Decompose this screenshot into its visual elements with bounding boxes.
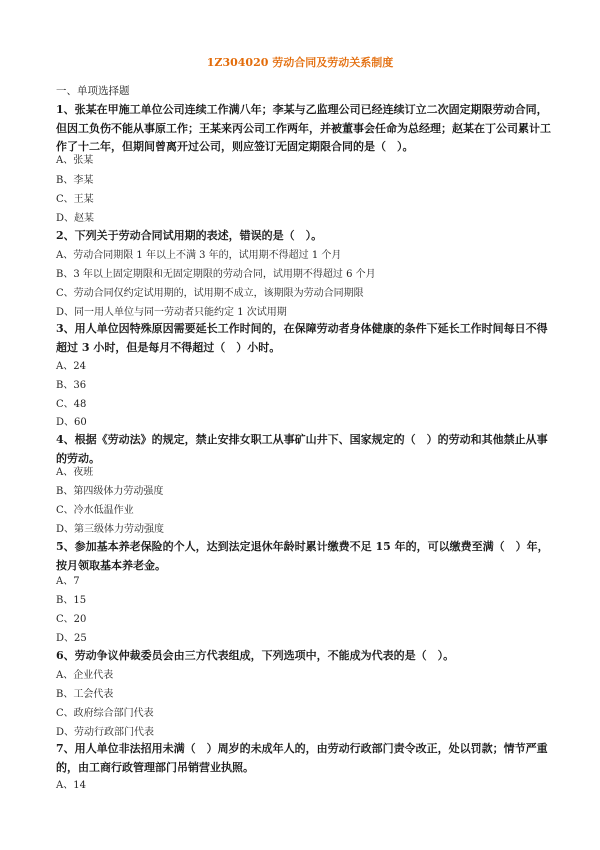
q3-option-c: C、48 <box>56 399 87 410</box>
q2-option-a: A、劳动合同期限 1 年以上不满 3 年的，试用期不得超过 1 个月 <box>56 250 342 261</box>
q4-option-c: C、冷水低温作业 <box>56 505 134 516</box>
q6-option-c: C、政府综合部门代表 <box>56 708 154 719</box>
question-5: 5、参加基本养老保险的个人，达到法定退休年龄时累计缴费不足 15 年的，可以缴费至满（ ）年，按月领取基本养老金。 <box>56 540 549 572</box>
section-heading: 一、单项选择题 <box>56 85 130 97</box>
q4-option-a: A、夜班 <box>56 467 94 478</box>
q3-option-d: D、60 <box>56 417 87 428</box>
q1-option-a: A、张某 <box>56 155 94 166</box>
q7-option-a: A、14 <box>56 780 86 791</box>
question-3: 3、用人单位因特殊原因需要延长工作时间的，在保障劳动者身体健康的条件下延长工作时间每日不得超过 3 小时，但是每月不得超过（ ）小时。 <box>56 322 548 354</box>
question-7: 7、用人单位非法招用未满（ ）周岁的未成年人的，由劳动行政部门责令改正，处以罚款；情节严重的，由工商行政管理部门吊销营业执照。 <box>56 742 548 774</box>
question-2: 2、下列关于劳动合同试用期的表述，错误的是（ ）。 <box>56 229 323 242</box>
q1-option-d: D、赵某 <box>56 213 95 224</box>
q2-option-d: D、同一用人单位与同一劳动者只能约定 1 次试用期 <box>56 307 287 318</box>
q3-option-b: B、36 <box>56 380 87 391</box>
q6-option-d: D、劳动行政部门代表 <box>56 727 155 738</box>
q2-option-b: B、3 年以上固定期限和无固定期限的劳动合同，试用期不得超过 6 个月 <box>56 269 376 280</box>
q5-option-a: A、7 <box>56 576 80 587</box>
document-title: 1Z304020 劳动合同及劳动关系制度 <box>206 56 394 69</box>
q2-option-c: C、劳动合同仅约定试用期的，试用期不成立，该期限为劳动合同期限 <box>56 288 364 299</box>
q5-option-c: C、20 <box>56 614 87 625</box>
q3-option-a: A、24 <box>56 361 86 372</box>
question-4: 4、根据《劳动法》的规定，禁止安排女职工从事矿山井下、国家规定的（ ）的劳动和其他禁止从事的劳动。 <box>56 433 548 465</box>
q1-option-c: C、王某 <box>56 194 94 205</box>
q4-option-b: B、第四级体力劳动强度 <box>56 486 164 497</box>
q5-option-d: D、25 <box>56 633 87 644</box>
q5-option-b: B、15 <box>56 595 87 606</box>
q6-option-a: A、企业代表 <box>56 670 114 681</box>
q4-option-d: D、第三级体力劳动强度 <box>56 524 165 535</box>
question-1: 1、张某在甲施工单位公司连续工作满八年；李某与乙监理公司已经连续订立二次固定期限劳动合同，但因工负伤不能从事原工作；王某来丙公司工作两年，并被董事会任命为总经理；赵某在丁公司累计工作了十二年，但期间曾离开过公司，则应签订无固定期限合同的是（ ）。 <box>56 103 551 153</box>
question-6: 6、劳动争议仲裁委员会由三方代表组成，下列选项中，不能成为代表的是（ ）。 <box>56 649 455 662</box>
q1-option-b: B、李某 <box>56 175 94 186</box>
q6-option-b: B、工会代表 <box>56 689 114 700</box>
